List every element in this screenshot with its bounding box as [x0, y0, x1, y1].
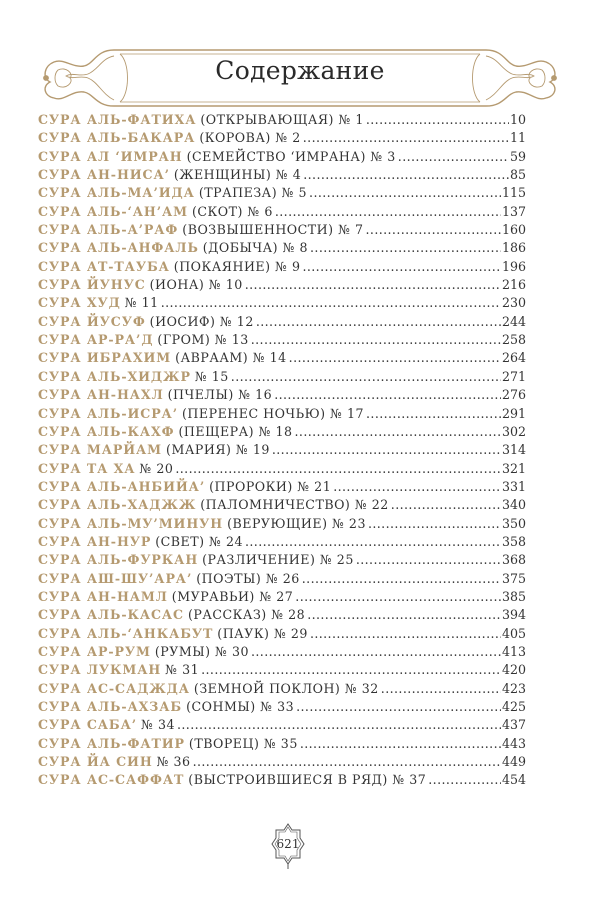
toc-page-number: 423 [501, 680, 526, 696]
sura-name: СУРА ИБРАХИМ [38, 350, 172, 366]
toc-page-number: 85 [509, 167, 526, 183]
sura-name: СУРА АС-САФФАТ [38, 772, 185, 788]
sura-translation: (ВЫСТРОИВШИЕСЯ В РЯД) № 37 [188, 772, 427, 788]
toc-entry [38, 111, 526, 129]
toc-entry [38, 276, 526, 294]
sura-translation: (ПОЭТЫ) № 26 [196, 570, 300, 586]
toc-page-number: 10 [509, 112, 526, 127]
toc-entry [38, 735, 526, 753]
toc-entry [38, 349, 526, 367]
sura-name: СУРА АЛЬ-ФАТИР [38, 735, 185, 751]
toc-page-number: 350 [501, 515, 526, 531]
toc-entry [38, 203, 526, 221]
sura-translation: (РАЗЛИЧЕНИЕ) № 25 [202, 552, 354, 568]
sura-name: СУРА АЛ ‘ИМРАН [38, 148, 183, 164]
toc-page-number: 385 [501, 588, 526, 604]
table-of-contents [38, 111, 526, 790]
sura-name: СУРА МАРЙАМ [38, 442, 163, 458]
sura-translation: (ПЕЩЕРА) № 18 [178, 423, 293, 439]
toc-page-number: 443 [501, 735, 526, 751]
toc-entry [38, 184, 526, 202]
toc-entry [38, 496, 526, 514]
toc-entry [38, 148, 526, 166]
toc-page-number: 264 [501, 350, 526, 366]
sura-name: СУРА АЛЬ-ХАДЖЖ [38, 497, 197, 513]
sura-name: СУРА АР-РА’Д [38, 332, 154, 348]
toc-entry [38, 661, 526, 679]
title-cartouche [36, 44, 564, 112]
toc-entry [38, 478, 526, 496]
toc-entry [38, 331, 526, 349]
toc-entry [38, 533, 526, 551]
sura-translation: (ГРОМ) № 13 [157, 332, 249, 348]
dot-leader [272, 441, 501, 459]
toc-entry [38, 423, 526, 441]
toc-page-number: 454 [501, 772, 526, 788]
page-number-badge [270, 822, 306, 870]
dot-leader [245, 276, 501, 294]
dot-leader [428, 771, 501, 789]
sura-name: СУРА ТА ХА [38, 460, 136, 476]
sura-name: СУРА ХУД [38, 295, 121, 311]
dot-leader [398, 148, 509, 166]
toc-entry [38, 129, 526, 147]
sura-translation: № 31 [165, 662, 200, 678]
toc-page-number: 394 [501, 607, 526, 623]
toc-entry [38, 698, 526, 716]
sura-translation: (ВОЗВЫШЕННОСТИ) № 7 [182, 222, 364, 238]
sura-name: СУРА АЛЬ-А’РАФ [38, 222, 179, 238]
page-number: 621 [276, 837, 300, 851]
dot-leader [366, 221, 501, 239]
sura-translation: (РАССКАЗ) № 28 [187, 607, 306, 623]
page-title: Содержание [215, 56, 385, 85]
sura-translation: (ДОБЫЧА) № 8 [202, 240, 309, 256]
sura-name: СУРА АЛЬ-ХИДЖР [38, 368, 191, 384]
dot-leader [303, 166, 509, 184]
dot-leader [251, 643, 501, 661]
dot-leader [366, 405, 501, 423]
toc-page-number: 244 [501, 313, 526, 329]
toc-page-number: 258 [501, 332, 526, 348]
toc-entry [38, 239, 526, 257]
toc-entry [38, 771, 526, 789]
sura-name: СУРА АЛЬ-ФУРКАН [38, 552, 199, 568]
toc-page-number: 340 [501, 497, 526, 513]
sura-name: СУРА ЙУНУС [38, 277, 146, 293]
sura-name: СУРА АЛЬ-БАКАРА [38, 130, 196, 146]
toc-page-number: 230 [501, 295, 526, 311]
dot-leader [302, 258, 500, 276]
toc-page-number: 375 [501, 570, 526, 586]
dot-leader [310, 625, 501, 643]
toc-entry [38, 588, 526, 606]
dot-leader [295, 423, 501, 441]
toc-entry [38, 313, 526, 331]
dot-leader [251, 331, 501, 349]
toc-page-number: 420 [501, 662, 526, 678]
sura-translation: № 11 [124, 295, 159, 311]
toc-entry [38, 625, 526, 643]
sura-translation: (СЕМЕЙСТВО ‘ИМРАНА) № 3 [186, 148, 396, 164]
sura-name: СУРА АР-РУМ [38, 643, 151, 659]
sura-translation: № 15 [194, 368, 229, 384]
dot-leader [256, 313, 501, 331]
toc-page-number: 160 [501, 222, 526, 238]
dot-leader [245, 533, 501, 551]
sura-name: СУРА АЛЬ-‘АНКАБУТ [38, 625, 214, 641]
sura-name: СУРА ЙА СИН [38, 754, 153, 770]
sura-name: СУРА АС-САДЖДА [38, 680, 190, 696]
dot-leader [201, 661, 501, 679]
toc-entry [38, 570, 526, 588]
dot-leader [296, 698, 501, 716]
toc-page-number: 291 [501, 405, 526, 421]
dot-leader [175, 460, 501, 478]
sura-name: СУРА АЛЬ-АНФАЛЬ [38, 240, 199, 256]
sura-name: СУРА АТ-ТАУБА [38, 258, 170, 274]
sura-translation: (ПЧЕЛЫ) № 16 [167, 387, 273, 403]
dot-leader [309, 184, 501, 202]
sura-name: СУРА АЛЬ-МУ’МИНУН [38, 515, 224, 531]
toc-page-number: 331 [501, 478, 526, 494]
toc-page-number: 276 [501, 387, 526, 403]
sura-translation: (ОТКРЫВАЮЩАЯ) № 1 [200, 112, 364, 127]
sura-translation: (ПОКАЯНИЕ) № 9 [173, 258, 301, 274]
dot-leader [289, 349, 501, 367]
toc-page-number: 11 [509, 130, 526, 146]
sura-translation: (СВЕТ) № 24 [155, 533, 243, 549]
sura-translation: (ИОНА) № 10 [149, 277, 243, 293]
toc-entry [38, 405, 526, 423]
toc-page-number: 59 [509, 148, 526, 164]
toc-page-number: 302 [501, 423, 526, 439]
sura-name: СУРА АЛЬ-КАХФ [38, 423, 175, 439]
toc-page-number: 216 [501, 277, 526, 293]
toc-entry [38, 643, 526, 661]
toc-page-number: 425 [501, 699, 526, 714]
sura-name: СУРА АЛЬ-МА’ИДА [38, 185, 195, 201]
toc-page-number: 405 [501, 625, 526, 641]
dot-leader [307, 606, 501, 624]
sura-translation: № 20 [139, 460, 174, 476]
sura-translation: (МУРАВЬИ) № 27 [171, 588, 294, 604]
toc-page-number: 449 [501, 754, 526, 770]
toc-entry [38, 551, 526, 569]
dot-leader [381, 680, 501, 698]
toc-entry [38, 680, 526, 698]
dot-leader [356, 551, 501, 569]
dot-leader [177, 716, 501, 734]
toc-entry [38, 221, 526, 239]
sura-translation: (ТВОРЕЦ) № 35 [188, 735, 298, 751]
sura-translation: (АВРААМ) № 14 [175, 350, 287, 366]
sura-name: СУРА АЛЬ-АНБИЙА’ [38, 478, 206, 494]
sura-translation: (ЗЕМНОЙ ПОКЛОН) № 32 [193, 680, 379, 696]
sura-translation: (СКОТ) № 6 [192, 203, 273, 219]
sura-translation: (ПАУК) № 29 [217, 625, 308, 641]
dot-leader [274, 386, 501, 404]
sura-name: СУРА АЛЬ-КАСАС [38, 607, 184, 623]
sura-name: СУРА АЛЬ-АХЗАБ [38, 699, 183, 714]
toc-entry [38, 368, 526, 386]
toc-entry [38, 294, 526, 312]
sura-name: СУРА ЛУКМАН [38, 662, 162, 678]
sura-translation: (ПАЛОМНИЧЕСТВО) № 22 [200, 497, 389, 513]
sura-name: СУРА ЙУСУФ [38, 313, 146, 329]
sura-translation: № 34 [141, 717, 175, 733]
toc-entry [38, 606, 526, 624]
sura-name: СУРА АН-НАМЛ [38, 588, 168, 604]
toc-page-number: 413 [501, 643, 526, 659]
dot-leader [368, 515, 501, 533]
toc-page-number: 271 [501, 368, 526, 384]
toc-page-number: 137 [501, 203, 526, 219]
sura-translation: (ИОСИФ) № 12 [149, 313, 254, 329]
dot-leader [193, 753, 501, 771]
sura-translation: (СОНМЫ) № 33 [186, 699, 295, 714]
sura-name: СУРА АН-НУР [38, 533, 152, 549]
toc-page-number: 314 [501, 442, 526, 458]
sura-translation: (РУМЫ) № 30 [154, 643, 249, 659]
dot-leader [300, 735, 501, 753]
sura-translation: (ВЕРУЮЩИЕ) № 23 [227, 515, 366, 531]
sura-translation: (ПРОРОКИ) № 21 [209, 478, 332, 494]
sura-translation: № 36 [156, 754, 191, 770]
dot-leader [302, 570, 501, 588]
dot-leader [333, 478, 501, 496]
sura-name: СУРА АЛЬ-ФАТИХА [38, 112, 197, 127]
toc-entry [38, 258, 526, 276]
dot-leader [310, 239, 501, 257]
sura-name: СУРА АН-НИСА’ [38, 167, 170, 183]
sura-translation: (ПЕРЕНЕС НОЧЬЮ) № 17 [182, 405, 365, 421]
dot-leader [275, 203, 501, 221]
dot-leader [303, 129, 509, 147]
toc-entry [38, 386, 526, 404]
sura-translation: (КОРОВА) № 2 [199, 130, 301, 146]
sura-translation: (ТРАПЕЗА) № 5 [198, 185, 308, 201]
sura-name: СУРА АН-НАХЛ [38, 387, 164, 403]
sura-name: СУРА АШ-ШУ’АРА’ [38, 570, 193, 586]
dot-leader [295, 588, 501, 606]
dot-leader [366, 111, 509, 129]
toc-entry [38, 753, 526, 771]
toc-entry [38, 716, 526, 734]
toc-entry [38, 441, 526, 459]
sura-translation: (МАРИЯ) № 19 [166, 442, 270, 458]
sura-name: СУРА САБА’ [38, 717, 138, 733]
toc-page-number: 358 [501, 533, 526, 549]
sura-translation: (ЖЕНЩИНЫ) № 4 [173, 167, 302, 183]
sura-name: СУРА АЛЬ-‘АН’АМ [38, 203, 188, 219]
toc-page-number: 115 [501, 185, 526, 201]
sura-name: СУРА АЛЬ-ИСРА’ [38, 405, 179, 421]
toc-entry [38, 515, 526, 533]
toc-page-number: 321 [501, 460, 526, 476]
dot-leader [391, 496, 501, 514]
toc-entry [38, 460, 526, 478]
dot-leader [161, 294, 501, 312]
toc-page-number: 437 [501, 717, 526, 733]
toc-page-number: 186 [501, 240, 526, 256]
toc-page-number: 368 [501, 552, 526, 568]
toc-entry [38, 166, 526, 184]
dot-leader [231, 368, 501, 386]
toc-page-number: 196 [501, 258, 526, 274]
